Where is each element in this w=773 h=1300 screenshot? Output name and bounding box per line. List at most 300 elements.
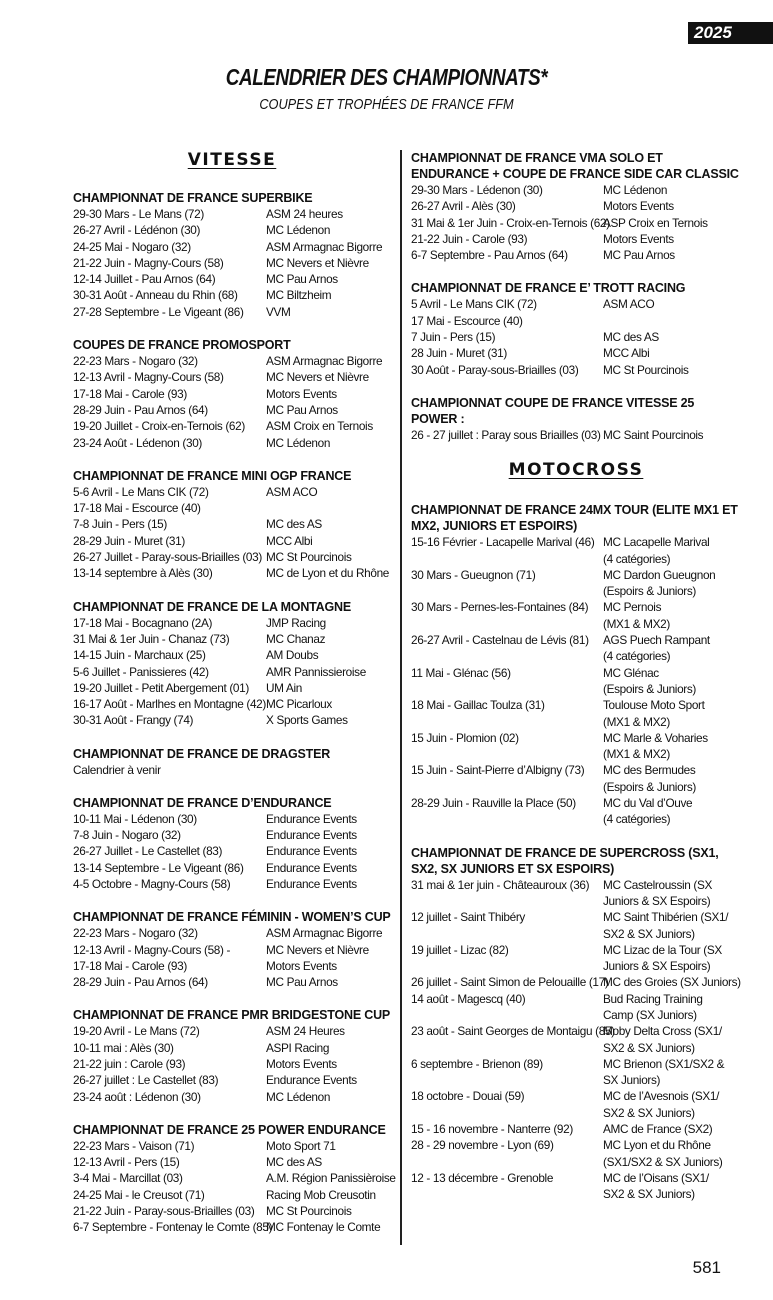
event-row	[411, 551, 741, 567]
event-date-location: 7-8 Juin - Nogaro (32)	[73, 828, 181, 843]
championship-block	[73, 190, 391, 320]
event-row	[411, 313, 741, 329]
event-organizer: MC Pau Arnos	[603, 248, 675, 263]
event-date-location: 6-7 Septembre - Fontenay le Comte (85)	[73, 1220, 273, 1235]
event-row	[73, 1089, 391, 1105]
event-row	[411, 1154, 741, 1170]
event-organizer: MC Lizac de la Tour (SX	[603, 942, 722, 957]
event-row	[73, 925, 391, 941]
event-organizer: MC Saint Thibérien (SX1/	[603, 910, 729, 925]
event-row	[73, 712, 391, 728]
event-row	[73, 631, 391, 647]
event-date-location: 17-18 Mai - Bocagnano (2A)	[73, 615, 213, 630]
event-row	[73, 1072, 391, 1088]
event-organizer: SX2 & SX Juniors)	[603, 1040, 695, 1055]
championship-block	[411, 150, 741, 263]
event-row	[73, 664, 391, 680]
event-date-location: 26 - 27 juillet : Paray sous Briailles (03)	[411, 427, 601, 442]
event-date-location: 13-14 Septembre - Le Vigeant (86)	[73, 860, 244, 875]
event-row	[411, 534, 741, 550]
right-motocross-championships	[411, 502, 741, 1202]
championship-title: CHAMPIONNAT DE FRANCE SUPERBIKE	[73, 191, 313, 205]
event-date-location: 12 juillet - Saint Thibéry	[411, 910, 525, 925]
event-organizer: MC Lyon et du Rhône	[603, 1138, 711, 1153]
event-row	[411, 427, 741, 443]
event-row	[411, 877, 741, 893]
event-row	[73, 565, 391, 581]
event-date-location: 31 mai & 1er juin - Châteauroux (36)	[411, 877, 590, 892]
championship-block	[73, 1007, 391, 1104]
event-row	[411, 1072, 741, 1088]
championship-block	[73, 746, 391, 778]
event-row	[411, 198, 741, 214]
event-date-location: 27-28 Septembre - Le Vigeant (86)	[73, 304, 244, 319]
event-row	[73, 533, 391, 549]
event-organizer: (MX1 & MX2)	[603, 714, 670, 729]
championship-title: COUPES DE FRANCE PROMOSPORT	[73, 338, 291, 353]
event-date-location: 26-27 Avril - Castelnau de Lévis (81)	[411, 633, 589, 648]
event-date-location: 30 Août - Paray-sous-Briailles (03)	[411, 362, 579, 377]
event-row	[411, 1007, 741, 1023]
event-date-location: 30-31 Août - Anneau du Rhin (68)	[73, 288, 238, 303]
event-row	[73, 1056, 391, 1072]
event-organizer: ASM 24 Heures	[266, 1024, 345, 1039]
event-date-location: 26-27 Juillet - Le Castellet (83)	[73, 844, 223, 859]
event-row	[73, 958, 391, 974]
event-organizer: Toulouse Moto Sport	[603, 698, 705, 713]
event-organizer: Endurance Events	[266, 1073, 357, 1088]
event-date-location: 5 Avril - Le Mans CIK (72)	[411, 297, 537, 312]
event-date-location: 29-30 Mars - Le Mans (72)	[73, 207, 204, 221]
event-organizer: MC Pau Arnos	[266, 975, 338, 990]
event-date-location: 13-14 septembre à Alès (30)	[73, 566, 213, 581]
event-row	[411, 746, 741, 762]
event-organizer: MC des AS	[266, 517, 322, 532]
event-date-location: 22-23 Mars - Nogaro (32)	[73, 926, 198, 941]
event-date-location	[411, 551, 603, 567]
event-organizer	[603, 313, 741, 329]
event-date-location	[411, 1007, 603, 1023]
event-organizer: MC Lédenon	[266, 1089, 331, 1104]
right-column	[411, 150, 741, 1220]
championship-block	[73, 599, 391, 729]
event-row	[73, 876, 391, 892]
event-date-location: 19-20 Juillet - Petit Abergement (01)	[73, 680, 249, 695]
event-date-location: 10-11 mai : Alès (30)	[73, 1040, 174, 1055]
event-row	[73, 304, 391, 320]
event-row	[411, 215, 741, 231]
event-date-location: 17 Mai - Escource (40)	[411, 313, 523, 328]
event-date-location: 5-6 Avril - Le Mans CIK (72)	[73, 484, 209, 499]
event-date-location: 26-27 Avril - Alès (30)	[411, 199, 516, 214]
event-row	[411, 893, 741, 909]
event-row	[411, 182, 741, 198]
event-organizer: MC Pernois	[603, 600, 662, 615]
event-row	[411, 247, 741, 263]
event-row	[411, 1056, 741, 1072]
event-date-location: 30-31 Août - Frangy (74)	[73, 713, 194, 728]
event-date-location: 28-29 Juin - Rauville la Place (50)	[411, 796, 576, 811]
event-date-location	[411, 811, 603, 827]
event-organizer: MC de l’Avesnois (SX1/	[603, 1089, 720, 1104]
championship-block	[73, 909, 391, 990]
page-subtitle: COUPES ET TROPHÉES DE FRANCE FFM	[259, 96, 514, 113]
event-row	[411, 730, 741, 746]
event-date-location: 24-25 Mai - le Creusot (71)	[73, 1187, 205, 1202]
event-date-location: 19-20 Juillet - Croix-en-Ternois (62)	[73, 419, 245, 434]
event-row	[73, 827, 391, 843]
event-date-location: 31 Mai & 1er Juin - Chanaz (73)	[73, 631, 230, 646]
championship-block	[411, 280, 741, 377]
championship-block	[73, 468, 391, 582]
event-row	[73, 1138, 391, 1154]
event-organizer: SX2 & SX Juniors)	[603, 1187, 695, 1202]
event-row	[411, 795, 741, 811]
event-row	[411, 665, 741, 681]
event-organizer: MC Nevers et Nièvre	[266, 255, 369, 270]
event-organizer: MC Fontenay le Comte	[266, 1220, 381, 1235]
event-organizer: MCC Albi	[266, 533, 313, 548]
event-date-location	[411, 1072, 603, 1088]
event-row	[73, 435, 391, 451]
event-row	[411, 648, 741, 664]
event-organizer: MC Lédenon	[266, 223, 331, 238]
event-date-location: 14-15 Juin - Marchaux (25)	[73, 648, 206, 663]
event-date-location: 18 octobre - Douai (59)	[411, 1089, 525, 1104]
event-date-location: 15-16 Février - Lacapelle Marival (46)	[411, 535, 595, 550]
event-row	[411, 1186, 741, 1202]
event-row	[411, 567, 741, 583]
event-row	[73, 287, 391, 303]
event-date-location: 6 septembre - Brienon (89)	[411, 1056, 543, 1071]
event-organizer: Bud Racing Training	[603, 991, 703, 1006]
event-date-location: 28 Juin - Muret (31)	[411, 346, 507, 361]
event-date-location	[411, 648, 603, 664]
event-row	[411, 1023, 741, 1039]
event-organizer: ASM ACO	[603, 297, 655, 312]
event-row	[73, 1154, 391, 1170]
section-heading-vitesse: VITESSE	[187, 150, 277, 170]
event-organizer: MC de l’Oisans (SX1/	[603, 1170, 709, 1185]
event-date-location: 6-7 Septembre - Pau Arnos (64)	[411, 248, 568, 263]
event-date-location: 7 Juin - Pers (15)	[411, 330, 496, 345]
event-row	[73, 1040, 391, 1056]
event-row	[73, 418, 391, 434]
event-date-location: 7-8 Juin - Pers (15)	[73, 517, 167, 532]
event-organizer: MC Pau Arnos	[266, 402, 338, 417]
left-championships	[73, 190, 396, 1236]
event-date-location	[411, 1105, 603, 1121]
event-organizer: MC St Pourcinois	[603, 362, 689, 377]
event-date-location: 17-18 Mai - Carole (93)	[73, 386, 187, 401]
event-row	[411, 1040, 741, 1056]
event-organizer: ASM 24 heures	[266, 207, 343, 221]
championship-title: CHAMPIONNAT DE FRANCE E’ TROTT RACING	[411, 281, 686, 296]
right-vitesse-championships	[411, 150, 741, 443]
event-row	[411, 1088, 741, 1104]
championship-block	[411, 395, 741, 443]
event-organizer: ASM Armagnac Bigorre	[266, 354, 383, 369]
event-organizer: (Espoirs & Juniors)	[603, 681, 696, 696]
championship-title: CHAMPIONNAT DE FRANCE 25 POWER ENDURANCE	[73, 1122, 386, 1137]
event-date-location	[411, 1040, 603, 1056]
event-date-location: 12-13 Avril - Magny-Cours (58) -	[73, 942, 231, 957]
event-date-location: 28 - 29 novembre - Lyon (69)	[411, 1138, 554, 1153]
year-tab: 2025	[688, 22, 773, 44]
championship-title: CHAMPIONNAT DE FRANCE DE SUPERCROSS (SX1, SX2, SX JUNIORS ET SX ESPOIRS)	[411, 845, 719, 876]
event-organizer: ASM ACO	[266, 484, 318, 499]
event-organizer: (4 catégories)	[603, 649, 671, 664]
event-row	[73, 239, 391, 255]
event-organizer: MC Biltzheim	[266, 288, 332, 303]
championship-block	[411, 502, 741, 827]
event-row	[411, 779, 741, 795]
event-organizer: (4 catégories)	[603, 551, 671, 566]
event-date-location: 4-5 Octobre - Magny-Cours (58)	[73, 876, 231, 891]
event-date-location: 22-23 Mars - Nogaro (32)	[73, 354, 198, 369]
event-date-location: 17-18 Mai - Escource (40)	[73, 501, 201, 516]
event-organizer: MC du Val d’Ouve	[603, 796, 693, 811]
event-date-location: 15 Juin - Plomion (02)	[411, 730, 519, 745]
event-organizer: ASM Armagnac Bigorre	[266, 926, 383, 941]
event-row	[73, 974, 391, 990]
event-organizer: MC des AS	[603, 330, 659, 345]
event-row	[73, 1203, 391, 1219]
event-organizer: Endurance Events	[266, 844, 357, 859]
championship-block	[73, 1122, 396, 1236]
event-date-location: 19 juillet - Lizac (82)	[411, 942, 509, 957]
event-row	[73, 353, 391, 369]
event-organizer: A.M. Région Panissièroise	[266, 1171, 396, 1186]
event-date-location	[411, 616, 603, 632]
event-row	[73, 500, 391, 516]
event-organizer: Endurance Events	[266, 860, 357, 875]
championship-title: CHAMPIONNAT DE FRANCE FÉMININ - WOMEN’S CUP	[73, 910, 391, 925]
event-date-location: 12-13 Avril - Magny-Cours (58)	[73, 370, 224, 385]
event-organizer: MC Castelroussin (SX	[603, 877, 713, 892]
event-row	[411, 926, 741, 942]
event-organizer: (MX1 & MX2)	[603, 616, 670, 631]
event-date-location: 30 Mars - Pernes-les-Fontaines (84)	[411, 600, 589, 615]
championship-block	[73, 337, 391, 451]
event-organizer: ASP Croix en Ternois	[603, 215, 708, 230]
event-organizer: SX2 & SX Juniors)	[603, 926, 695, 941]
event-organizer: ASM Croix en Ternois	[266, 419, 373, 434]
championship-title: CHAMPIONNAT DE FRANCE MINI OGP FRANCE	[73, 468, 352, 483]
event-organizer: ASPI Racing	[266, 1040, 330, 1055]
event-row	[73, 1170, 396, 1186]
event-row	[411, 599, 741, 615]
event-organizer: Juniors & SX Espoirs)	[603, 959, 711, 974]
event-date-location: 24-25 Mai - Nogaro (32)	[73, 239, 191, 254]
event-date-location: 26-27 Avril - Lédénon (30)	[73, 223, 201, 238]
event-row	[73, 1023, 391, 1039]
championship-title: CHAMPIONNAT COUPE DE FRANCE VITESSE 25 POWER :	[411, 395, 695, 426]
event-row	[411, 762, 741, 778]
event-row	[73, 402, 391, 418]
event-date-location: 23-24 Août - Lédenon (30)	[73, 435, 202, 450]
event-date-location: 10-11 Mai - Lédenon (30)	[73, 811, 197, 826]
event-row	[411, 958, 741, 974]
event-row	[411, 362, 741, 378]
event-date-location	[411, 958, 603, 974]
event-date-location: 12 - 13 décembre - Grenoble	[411, 1170, 554, 1185]
event-row	[411, 616, 741, 632]
event-date-location: 11 Mai - Glénac (56)	[411, 665, 511, 680]
event-date-location: 26-27 juillet : Le Castellet (83)	[73, 1073, 219, 1088]
event-organizer: SX Juniors)	[603, 1073, 661, 1088]
event-organizer: MC de Lyon et du Rhône	[266, 566, 390, 581]
event-organizer: MC Glénac	[603, 665, 659, 680]
event-organizer: (Espoirs & Juniors)	[603, 584, 696, 599]
event-date-location: 15 Juin - Saint-Pierre d’Albigny (73)	[411, 763, 585, 778]
event-organizer: VVM	[266, 304, 291, 319]
event-organizer: (4 catégories)	[603, 812, 671, 827]
event-row	[411, 974, 741, 990]
column-divider	[400, 150, 402, 1245]
event-organizer: AMC de France (SX2)	[603, 1122, 713, 1137]
event-row	[73, 484, 391, 500]
event-organizer: MC des AS	[266, 1155, 322, 1170]
event-organizer: Racing Mob Creusotin	[266, 1187, 376, 1202]
event-organizer: AM Doubs	[266, 648, 319, 663]
event-date-location: 26-27 Juillet - Paray-sous-Briailles (03)	[73, 550, 262, 565]
section-heading-motocross: MOTOCROSS	[508, 460, 644, 481]
event-organizer: Motors Events	[266, 958, 337, 973]
event-row	[411, 1137, 741, 1153]
page-title: CALENDRIER DES CHAMPIONNATS*	[225, 64, 548, 90]
event-organizer: MC Dardon Gueugnon	[603, 567, 716, 582]
championship-title: CHAMPIONNAT DE FRANCE PMR BRIDGESTONE CUP	[73, 1008, 391, 1023]
event-organizer: MC des Bermudes	[603, 763, 696, 778]
event-organizer: JMP Racing	[266, 615, 326, 630]
event-organizer: Moto Sport 71	[266, 1138, 336, 1153]
event-row	[73, 942, 391, 958]
event-row	[411, 1170, 741, 1186]
event-row	[411, 991, 741, 1007]
event-row	[411, 231, 741, 247]
event-date-location	[411, 746, 603, 762]
event-row	[411, 1105, 741, 1121]
event-date-location	[411, 893, 603, 909]
event-row	[411, 329, 741, 345]
event-row	[73, 516, 391, 532]
event-date-location	[411, 1186, 603, 1202]
event-date-location: 21-22 Juin - Carole (93)	[411, 231, 528, 246]
event-organizer: MC Lacapelle Marival	[603, 535, 710, 550]
event-organizer: Endurance Events	[266, 828, 357, 843]
championship-block	[411, 845, 741, 1203]
event-organizer: Endurance Events	[266, 811, 357, 826]
event-date-location: 5-6 Juillet - Panissieres (42)	[73, 664, 209, 679]
event-date-location: 15 - 16 novembre - Nanterre (92)	[411, 1122, 573, 1137]
event-organizer: Motors Events	[603, 199, 674, 214]
event-date-location	[411, 1154, 603, 1170]
event-organizer: MC Nevers et Nièvre	[266, 370, 369, 385]
championship-title: CHAMPIONNAT DE FRANCE DE DRAGSTER	[73, 746, 331, 761]
event-row	[73, 811, 391, 827]
event-row	[73, 386, 391, 402]
event-date-location	[411, 779, 603, 795]
event-organizer: MC Lédenon	[603, 183, 668, 197]
event-row	[73, 696, 391, 712]
event-organizer: Camp (SX Juniors)	[603, 1007, 697, 1022]
page-number: 581	[692, 1258, 721, 1277]
event-organizer: MC Nevers et Nièvre	[266, 942, 369, 957]
event-date-location: 28-29 Juin - Pau Arnos (64)	[73, 402, 208, 417]
event-date-location: 23 août - Saint Georges de Montaigu (85)	[411, 1024, 615, 1039]
event-organizer: MC St Pourcinois	[266, 1204, 352, 1219]
event-row	[73, 860, 391, 876]
event-row	[73, 369, 391, 385]
event-row	[411, 714, 741, 730]
event-organizer: AMR Pannissieroise	[266, 664, 366, 679]
event-date-location: 16-17 Août - Marlhes en Montagne (42)	[73, 697, 266, 712]
event-organizer: MC Lédenon	[266, 435, 331, 450]
event-organizer: X Sports Games	[266, 713, 348, 728]
event-organizer: Juniors & SX Espoirs)	[603, 893, 711, 908]
event-organizer: AGS Puech Rampant	[603, 633, 710, 648]
event-row	[411, 811, 741, 827]
event-date-location: 31 Mai & 1er Juin - Croix-en-Ternois (62)	[411, 215, 610, 230]
event-date-location	[411, 926, 603, 942]
event-organizer: MC Pau Arnos	[266, 272, 338, 287]
event-organizer: ASM Armagnac Bigorre	[266, 239, 383, 254]
event-organizer: MCC Albi	[603, 346, 650, 361]
event-organizer: (Espoirs & Juniors)	[603, 779, 696, 794]
championship-title: CHAMPIONNAT DE FRANCE 24MX TOUR (ELITE MX1 ET MX2, JUNIORS ET ESPOIRS)	[411, 503, 738, 534]
event-row	[411, 1121, 741, 1137]
event-organizer: Moby Delta Cross (SX1/	[603, 1024, 722, 1039]
event-organizer: MC Marle & Voharies	[603, 730, 708, 745]
event-date-location: 3-4 Mai - Marcillat (03)	[73, 1171, 183, 1186]
event-row	[73, 843, 391, 859]
event-row	[73, 1187, 391, 1203]
event-date-location: 30 Mars - Gueugnon (71)	[411, 567, 536, 582]
event-date-location: 22-23 Mars - Vaison (71)	[73, 1138, 195, 1153]
event-row	[411, 632, 741, 648]
event-row	[73, 680, 391, 696]
event-date-location: 12-14 Juillet - Pau Arnos (64)	[73, 272, 216, 287]
event-row	[73, 206, 391, 222]
event-date-location	[411, 714, 603, 730]
event-date-location: 28-29 Juin - Muret (31)	[73, 533, 185, 548]
event-organizer: MC des Groies (SX Juniors)	[603, 975, 741, 990]
event-date-location: 26 juillet - Saint Simon de Pelouaille (17)	[411, 975, 609, 990]
event-date-location: 12-13 Avril - Pers (15)	[73, 1155, 180, 1170]
event-row	[411, 296, 741, 312]
event-row	[73, 647, 391, 663]
event-row	[411, 583, 741, 599]
event-row	[73, 615, 391, 631]
event-organizer: (MX1 & MX2)	[603, 747, 670, 762]
event-date-location: 19-20 Avril - Le Mans (72)	[73, 1024, 200, 1039]
event-date-location: 21-22 Juin - Paray-sous-Briailles (03)	[73, 1204, 255, 1219]
event-date-location: 21-22 Juin - Magny-Cours (58)	[73, 255, 224, 270]
event-date-location	[411, 681, 603, 697]
event-organizer: UM Ain	[266, 680, 302, 695]
event-row	[73, 271, 391, 287]
event-date-location: 18 Mai - Gaillac Toulza (31)	[411, 698, 545, 713]
event-organizer: Motors Events	[266, 1056, 337, 1071]
event-organizer: SX2 & SX Juniors)	[603, 1105, 695, 1120]
championship-title: CHAMPIONNAT DE FRANCE DE LA MONTAGNE	[73, 599, 351, 614]
event-organizer: (SX1/SX2 & SX Juniors)	[603, 1154, 723, 1169]
event-organizer: MC Chanaz	[266, 631, 326, 646]
championship-title: CHAMPIONNAT DE FRANCE VMA SOLO ET ENDURANCE + COUPE DE FRANCE SIDE CAR CLASSIC	[411, 151, 739, 181]
event-organizer: MC Saint Pourcinois	[603, 427, 704, 442]
event-date-location: 29-30 Mars - Lédenon (30)	[411, 183, 543, 197]
